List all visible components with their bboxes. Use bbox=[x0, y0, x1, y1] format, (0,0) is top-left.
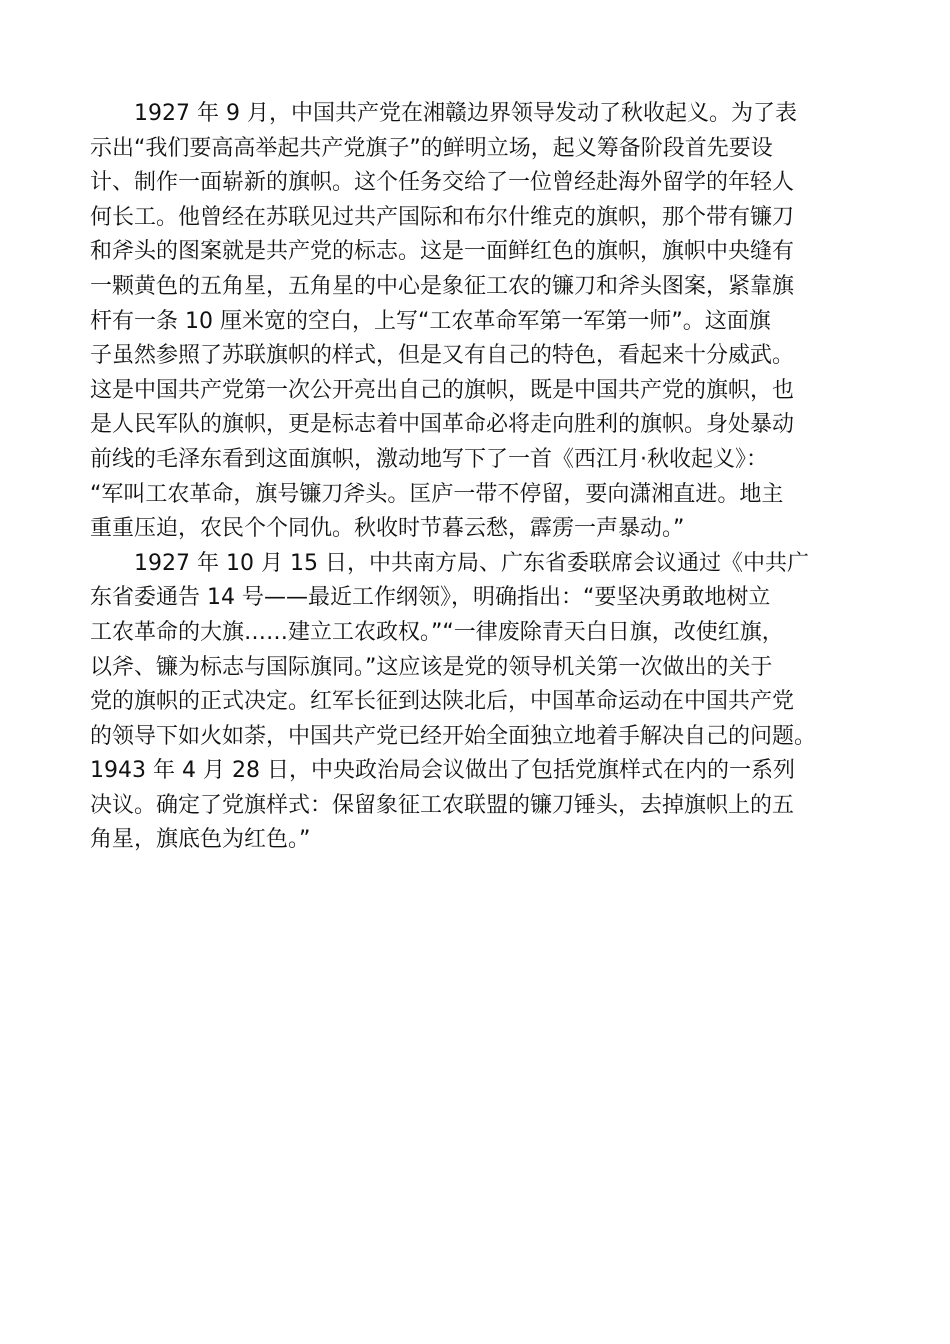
text-line: 计、制作一面崭新的旗帜。这个任务交给了一位曾经赴海外留学的年轻人 bbox=[90, 170, 795, 196]
text-line: 何长工。他曾经在苏联见过共产国际和布尔什维克的旗帜，那个带有镰刀 bbox=[90, 204, 795, 230]
text-line: “军叫工农革命，旗号镰刀斧头。匡庐一带不停留，要向潇湘直进。地主 bbox=[90, 481, 784, 507]
text-line: 子虽然参照了苏联旗帜的样式，但是又有自己的特色，看起来十分威武。 bbox=[90, 343, 795, 369]
body-text bbox=[90, 97, 870, 858]
text-line: 1943 年 4 月 28 日，中央政治局会议做出了包括党旗样式在内的一系列 bbox=[90, 758, 795, 784]
text-line: 党的旗帜的正式决定。红军长征到达陕北后，中国革命运动在中国共产党 bbox=[90, 689, 795, 715]
text-line: 工农革命的大旗……建立工农政权。”“一律废除青天白日旗，改使红旗， bbox=[90, 619, 784, 645]
text-line: 前线的毛泽东看到这面旗帜，激动地写下了一首《西江月·秋收起义》： bbox=[90, 446, 768, 472]
text-line: 和斧头的图案就是共产党的标志。这是一面鲜红色的旗帜，旗帜中央缝有 bbox=[90, 239, 795, 265]
text-line: 角星，旗底色为红色。” bbox=[90, 827, 311, 853]
text-line: 是人民军队的旗帜，更是标志着中国革命必将走向胜利的旗帜。身处暴动 bbox=[90, 412, 795, 438]
text-line: 决议。确定了党旗样式：保留象征工农联盟的镰刀锤头，去掉旗帜上的五 bbox=[90, 792, 795, 818]
text-line: 的领导下如火如荼，中国共产党已经开始全面独立地着手解决自己的问题。 bbox=[90, 723, 817, 749]
text-line: 重重压迫，农民个个同仇。秋收时节暮云愁，霹雳一声暴动。” bbox=[90, 516, 685, 542]
text-line: 以斧、镰为标志与国际旗同。”这应该是党的领导机关第一次做出的关于 bbox=[90, 654, 773, 680]
text-line: 一颗黄色的五角星，五角星的中心是象征工农的镰刀和斧头图案，紧靠旗 bbox=[90, 273, 795, 299]
text-line: 1927 年 10 月 15 日，中共南方局、广东省委联席会议通过《中共广 bbox=[90, 550, 809, 576]
text-line: 杆有一条 10 厘米宽的空白，上写“工农革命军第一军第一师”。这面旗 bbox=[90, 308, 771, 334]
text-line: 这是中国共产党第一次公开亮出自己的旗帜，既是中国共产党的旗帜，也 bbox=[90, 377, 795, 403]
text-line: 东省委通告 14 号——最近工作纲领》，明确指出：“要坚决勇敢地树立 bbox=[90, 585, 771, 611]
text-line: 1927 年 9 月，中国共产党在湘赣边界领导发动了秋收起义。为了表 bbox=[90, 101, 797, 126]
text-line: 示出“我们要高高举起共产党旗子”的鲜明立场，起义筹备阶段首先要设 bbox=[90, 135, 773, 161]
